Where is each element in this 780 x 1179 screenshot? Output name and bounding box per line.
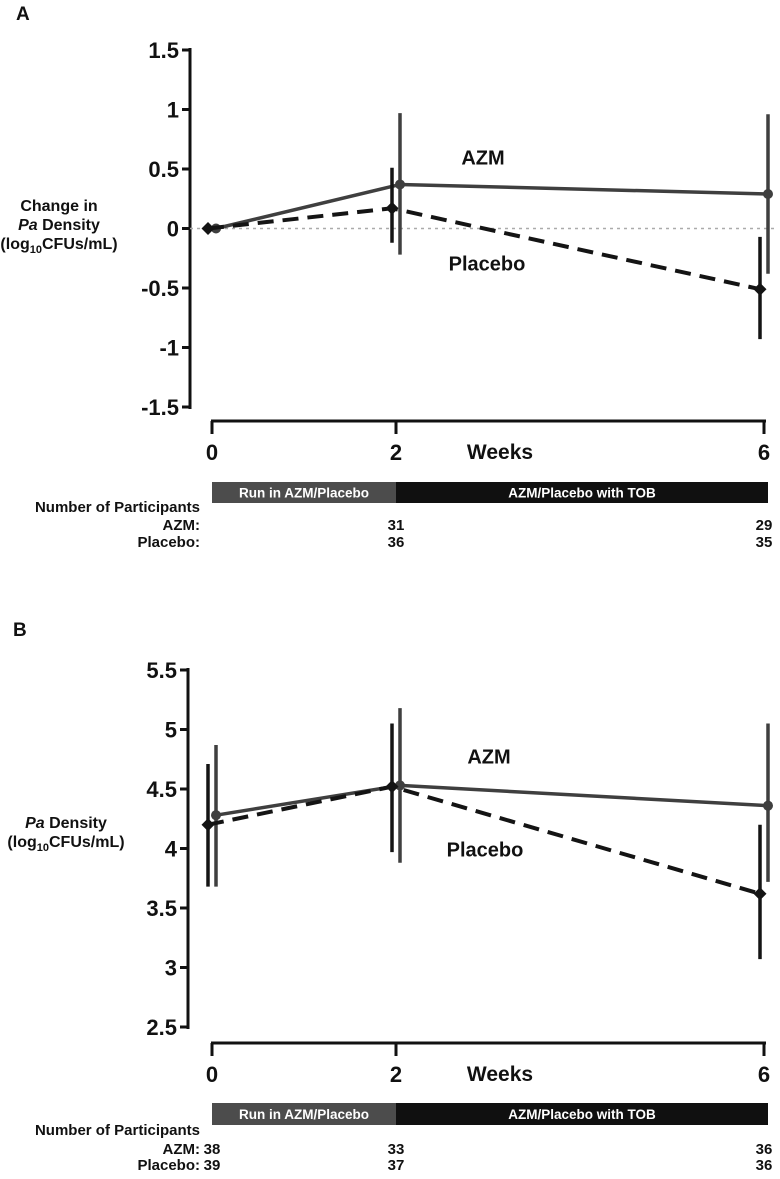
x-tick-label: 0 xyxy=(205,1062,219,1087)
series-label-azm-b: AZM xyxy=(467,746,511,769)
y-tick-label: 1 xyxy=(166,97,179,123)
chart-b xyxy=(0,600,780,1179)
y-axis-title-line2: Pa Density xyxy=(18,217,100,234)
participant-count: 39 xyxy=(203,1157,221,1174)
x-tick-label: 6 xyxy=(757,1062,771,1087)
y-tick-label: 0 xyxy=(166,216,179,242)
y-tick-label: 3.5 xyxy=(146,896,177,921)
panel-a-letter: A xyxy=(16,4,30,25)
timeline-segment-label: Run in AZM/Placebo xyxy=(238,1107,370,1122)
x-axis-title: Weeks xyxy=(466,441,534,464)
y-tick-label: -1 xyxy=(159,335,179,361)
y-axis-title-line1: Change in xyxy=(20,198,98,215)
panel-b-letter: B xyxy=(13,620,27,641)
y-axis-title-a xyxy=(0,197,139,257)
y-axis-title-line3: $(\log_{10}CFUs/mL)$ xyxy=(0,236,118,257)
y-axis-title-line3: $(\log_{10}CFUs/mL)$ xyxy=(7,834,125,855)
y-tick-label: -0.5 xyxy=(141,276,179,301)
y-tick-label: 2.5 xyxy=(146,1015,177,1040)
marker-azm xyxy=(395,179,405,189)
timeline-segment-label: AZM/Placebo with TOB xyxy=(508,1107,656,1122)
marker-placebo xyxy=(386,202,399,215)
marker-azm xyxy=(211,810,221,820)
participants-placebo-label-a: Placebo: xyxy=(137,534,200,551)
participant-count: 38 xyxy=(203,1141,221,1158)
marker-placebo xyxy=(202,818,215,831)
marker-placebo xyxy=(754,283,767,296)
x-tick-label: 6 xyxy=(757,440,771,465)
series-label-placebo-b: Placebo xyxy=(446,839,524,862)
y-tick-label: 4.5 xyxy=(146,777,177,802)
x-tick-label: 2 xyxy=(389,440,403,465)
participant-count: 36 xyxy=(387,534,405,551)
y-tick-label: 1.5 xyxy=(148,38,179,63)
participants-azm-label-a: AZM: xyxy=(162,517,200,534)
participant-count: 29 xyxy=(755,517,773,534)
participant-count: 37 xyxy=(387,1157,405,1174)
y-tick-label: 3 xyxy=(164,955,177,981)
series-label-placebo-a: Placebo xyxy=(448,253,526,276)
y-tick-label: 5.5 xyxy=(146,658,177,683)
participant-count: 36 xyxy=(755,1157,773,1174)
y-axis-title-b xyxy=(0,814,146,855)
series-line-placebo xyxy=(208,208,760,289)
participant-count: 31 xyxy=(387,517,405,534)
participant-count: 36 xyxy=(755,1141,773,1158)
participant-count: 35 xyxy=(755,534,773,551)
marker-azm xyxy=(763,189,773,199)
y-tick-label: 0.5 xyxy=(148,157,179,182)
marker-placebo xyxy=(202,222,215,235)
y-axis-title-line2: Pa Density xyxy=(25,815,107,832)
x-tick-label: 0 xyxy=(205,440,219,465)
x-tick-label: 2 xyxy=(389,1062,403,1087)
marker-placebo xyxy=(754,887,767,900)
y-tick-label: 4 xyxy=(164,836,177,862)
series-label-azm-a: AZM xyxy=(461,147,505,170)
timeline-segment-label: AZM/Placebo with TOB xyxy=(508,485,656,501)
panel-b xyxy=(0,600,780,1179)
series-line-azm xyxy=(216,184,768,228)
participants-header-b: Number of Participants xyxy=(34,1122,200,1139)
series-line-azm xyxy=(216,785,768,815)
timeline-segment-label: Run in AZM/Placebo xyxy=(238,485,370,501)
participants-placebo-label-b: Placebo: xyxy=(137,1157,200,1174)
participants-azm-label-b: AZM: xyxy=(162,1141,200,1158)
participant-count: 33 xyxy=(387,1141,405,1158)
y-tick-label: -1.5 xyxy=(141,395,179,420)
x-axis-title: Weeks xyxy=(466,1063,534,1086)
participants-header-a: Number of Participants xyxy=(34,499,200,516)
y-tick-label: 5 xyxy=(164,717,177,743)
marker-azm xyxy=(763,801,773,811)
